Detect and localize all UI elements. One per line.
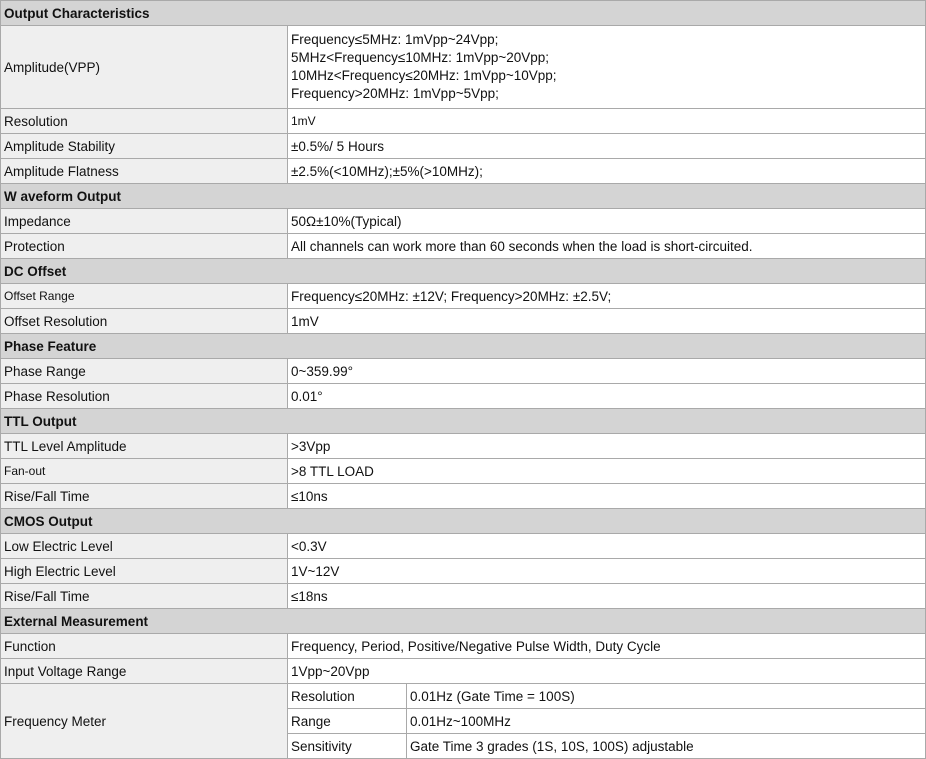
table-row	[1, 434, 926, 459]
table-row	[1, 284, 926, 309]
row-label: Resolution	[1, 109, 288, 134]
frequency-meter-label: Frequency Meter	[1, 684, 288, 759]
section-header-waveform-output	[1, 184, 926, 209]
row-value: 1V~12V	[288, 559, 926, 584]
section-title: Output Characteristics	[1, 1, 926, 26]
row-value: <0.3V	[288, 534, 926, 559]
table-row	[1, 684, 926, 709]
row-label: Low Electric Level	[1, 534, 288, 559]
row-value: Frequency, Period, Positive/Negative Pulse Width, Duty Cycle	[288, 634, 926, 659]
section-title: TTL Output	[1, 409, 926, 434]
row-value: All channels can work more than 60 seconds when the load is short-circuited.	[288, 234, 926, 259]
section-header-dc-offset	[1, 259, 926, 284]
row-value: ±0.5%/ 5 Hours	[288, 134, 926, 159]
table-row	[1, 109, 926, 134]
row-value: 1Vpp~20Vpp	[288, 659, 926, 684]
sub-row-value: 0.01Hz~100MHz	[407, 709, 926, 734]
table-row	[1, 534, 926, 559]
row-value: 1mV	[288, 109, 926, 134]
table-row	[1, 384, 926, 409]
row-label: Offset Range	[1, 284, 288, 309]
row-value: ≤18ns	[288, 584, 926, 609]
row-value: 0.01°	[288, 384, 926, 409]
sub-row-label: Range	[288, 709, 407, 734]
table-row	[1, 359, 926, 384]
row-value: ≤10ns	[288, 484, 926, 509]
row-label: Impedance	[1, 209, 288, 234]
table-row	[1, 484, 926, 509]
section-header-external-measurement	[1, 609, 926, 634]
table-row	[1, 159, 926, 184]
row-value: 0~359.99°	[288, 359, 926, 384]
table-row	[1, 309, 926, 334]
table-row	[1, 634, 926, 659]
row-label: Amplitude(VPP)	[1, 26, 288, 109]
amplitude-value	[288, 26, 926, 109]
row-value: ±2.5%(<10MHz);±5%(>10MHz);	[288, 159, 926, 184]
row-label: Phase Range	[1, 359, 288, 384]
row-label: High Electric Level	[1, 559, 288, 584]
row-value: 50Ω±10%(Typical)	[288, 209, 926, 234]
row-label: Rise/Fall Time	[1, 484, 288, 509]
row-label: Offset Resolution	[1, 309, 288, 334]
section-header-output-characteristics	[1, 1, 926, 26]
row-label: Fan-out	[1, 459, 288, 484]
amplitude-line: Frequency>20MHz: 1mVpp~5Vpp;	[291, 86, 499, 101]
amplitude-line: 5MHz<Frequency≤10MHz: 1mVpp~20Vpp;	[291, 50, 550, 65]
table-row	[1, 559, 926, 584]
section-header-ttl-output	[1, 409, 926, 434]
table-row	[1, 26, 926, 109]
section-title: DC Offset	[1, 259, 926, 284]
table-row	[1, 209, 926, 234]
row-label: Input Voltage Range	[1, 659, 288, 684]
row-label: Phase Resolution	[1, 384, 288, 409]
row-value: 1mV	[288, 309, 926, 334]
row-label: Protection	[1, 234, 288, 259]
section-header-phase-feature	[1, 334, 926, 359]
table-row	[1, 659, 926, 684]
row-value: >3Vpp	[288, 434, 926, 459]
row-label: Rise/Fall Time	[1, 584, 288, 609]
table-row	[1, 459, 926, 484]
table-row	[1, 134, 926, 159]
sub-row-value: 0.01Hz (Gate Time = 100S)	[407, 684, 926, 709]
row-label: Function	[1, 634, 288, 659]
sub-row-value: Gate Time 3 grades (1S, 10S, 100S) adjustable	[407, 734, 926, 759]
section-title: External Measurement	[1, 609, 926, 634]
section-title: CMOS Output	[1, 509, 926, 534]
sub-row-label: Sensitivity	[288, 734, 407, 759]
row-label: Amplitude Flatness	[1, 159, 288, 184]
row-label: TTL Level Amplitude	[1, 434, 288, 459]
table-row	[1, 584, 926, 609]
amplitude-line: 10MHz<Frequency≤20MHz: 1mVpp~10Vpp;	[291, 68, 557, 83]
amplitude-line: Frequency≤5MHz: 1mVpp~24Vpp;	[291, 32, 499, 47]
table-row	[1, 234, 926, 259]
row-label: Amplitude Stability	[1, 134, 288, 159]
section-header-cmos-output	[1, 509, 926, 534]
sub-row-label: Resolution	[288, 684, 407, 709]
row-value: Frequency≤20MHz: ±12V; Frequency>20MHz: ±2.5V;	[288, 284, 926, 309]
section-title: Phase Feature	[1, 334, 926, 359]
section-title: W aveform Output	[1, 184, 926, 209]
row-value: >8 TTL LOAD	[288, 459, 926, 484]
